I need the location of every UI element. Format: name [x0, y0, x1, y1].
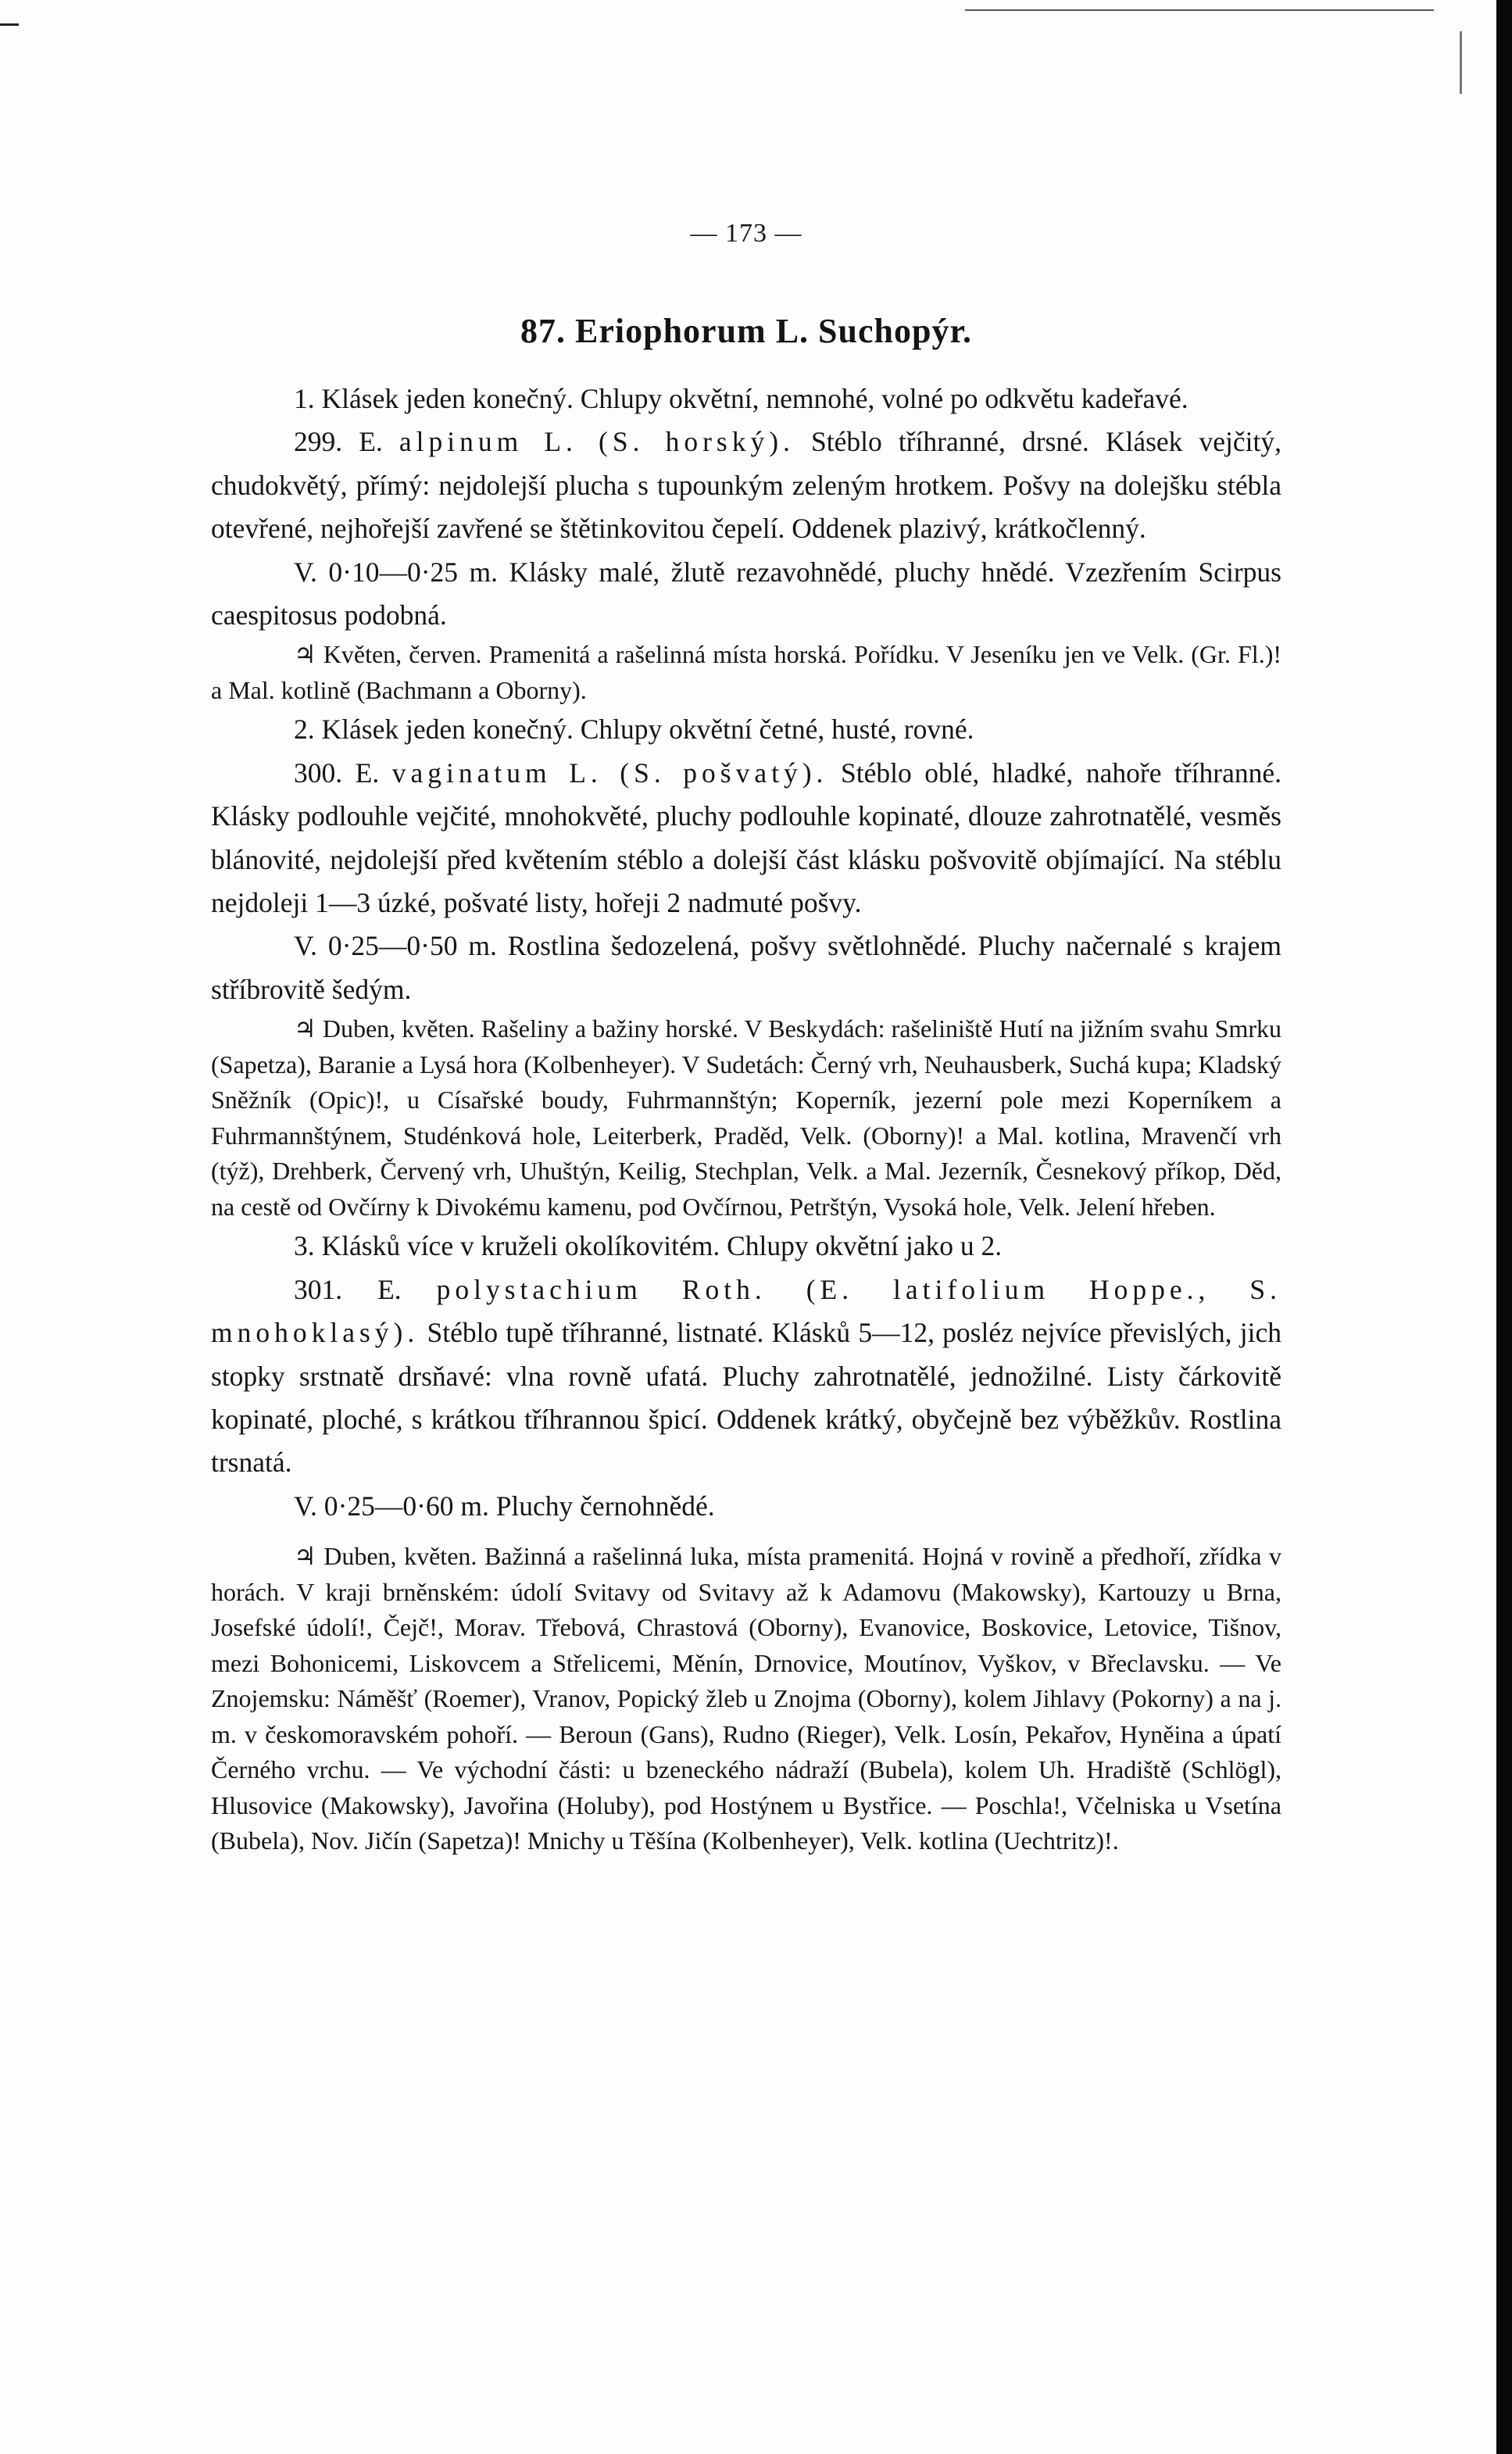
description-300: V. 0·25—0·50 m. Rostlina šedozelená, pošvy světlohnědé. Pluchy načernalé s krajem stříbrovitě šedým. — [211, 930, 1281, 1005]
page-number: — 173 — — [690, 219, 802, 248]
key-line-1: 1. Klásek jeden konečný. Chlupy okvětní, nemnohé, volné po odkvětu kadeřavé. — [294, 383, 1189, 414]
species-300: 300. E. vaginatum L. (S. pošvatý). Stéblo oblé, hladké, nahoře tříhranné. Klásky podlouhle vejčité, mnohokvěté, pluchy podlouhle kopinaté, dlouze zahrotnatělé, vesměs blánovité, nejdolejší před květením stéblo a dolejší část klásku pošvovitě objímající. Na stéblu nejdoleji 1—3 úzké, pošvaté listy, hořeji 2 nadmuté pošvy. — [211, 757, 1282, 919]
species-299: 299. E. alpinum L. (S. horský). Stéblo tříhranné, drsné. Klásek vejčitý, chudokvětý, přímý: nejdolejší plucha s tupounkým zeleným hrotkem. Pošvy na dolejšku stébla otevřené, nejhořejší zavřené se štětinkovitou čepelí. Oddenek plazivý, krátkočlenný. — [211, 426, 1281, 545]
description-299: V. 0·10—0·25 m. Klásky malé, žlutě rezavohnědé, pluchy hnědé. Vzezřením Scirpus caespitosus podobná. — [211, 556, 1281, 631]
key-line-2: 2. Klásek jeden konečný. Chlupy okvětní četné, husté, rovné. — [294, 714, 974, 746]
page-content — [211, 219, 1281, 1859]
key-line-3: 3. Klásků více v kruželi okolíkovitém. Chlupy okvětní jako u 2. — [294, 1230, 1003, 1262]
distribution-300: ♃ Duben, květen. Rašeliny a bažiny horské. V Beskydách: rašeliniště Hutí na jižním svahu Smrku (Sapetza), Baranie a Lysá hora (Kolbenheyer). V Sudetách: Černý vrh, Neuhausberk, Suchá kupa; Kladský Sněžník (Opic)!, u Císařské boudy, Fuhrmannštýn; Koperník, jezerní pole mezi Koperníkem a Fuhrmannštýnem, Studénková hole, Leiterberk, Praděd, Velk. (Oborny)! a Mal. kotlina, Mravenčí vrh (týž), Drehberk, Červený vrh, Uhuštýn, Keilig, Stechplan, Velk. a Mal. Jezerník, Česnekový příkop, Děd, na cestě od Ovčírny k Divokému kamenu, pod Ovčírnou, Petrštýn, Vysoká hole, Velk. Jelení hřeben. — [211, 1014, 1281, 1221]
description-301: V. 0·25—0·60 m. Pluchy černohnědé. — [294, 1490, 715, 1522]
scan-mark — [965, 9, 1434, 11]
species-301: 301. E. polystachium Roth. (E. latifolium Hoppe., S. mnohoklasý). Stéblo tupě tříhranné, listnaté. Klásků 5—12, posléz nejvíce převislých, jich stopky srstnatě drsňavé: vlna rovně ufatá. Pluchy zahrotnatělé, jednožilné. Listy čárkovitě kopinaté, ploché, s krátkou tříhrannou špicí. Oddenek krátký, obyčejně bez výběžkův. Rostlina trsnatá. — [211, 1273, 1281, 1479]
distribution-299: ♃ Květen, červen. Pramenitá a rašelinná místa horská. Pořídku. V Jeseníku jen ve Velk. (Gr. Fl.)! a Mal. kotlině (Bachmann a Oborny). — [211, 640, 1281, 704]
scan-mark — [1460, 31, 1462, 94]
genus-heading: 87. Eriophorum L. Suchopýr. — [520, 312, 972, 350]
scan-mark — [0, 23, 19, 26]
scan-edge — [1496, 0, 1512, 2454]
distribution-301: ♃ Duben, květen. Bažinná a rašelinná luka, místa pramenitá. Hojná v rovině a předhoří, zřídka v horách. V kraji brněnském: údolí Svitavy od Svitavy až k Adamovu (Makowsky), Kartouzy u Brna, Josefské údolí!, Čejč!, Morav. Třebová, Chrastová (Oborny), Evanovice, Boskovice, Letovice, Tišnov, mezi Bohonicemi, Liskovcem a Střelicemi, Měnín, Drnovice, Moutínov, Vyškov, v Břeclavsku. — Ve Znojemsku: Náměšť (Roemer), Vranov, Popický žleb u Znojma (Oborny), kolem Jihlavy (Pokorny) a na j. m. v českomoravském pohoří. — Beroun (Gans), Rudno (Rieger), Velk. Losín, Pekařov, Hyněina a úpatí Černého vrchu. — Ve východní části: u bzeneckého nádraží (Bubela), kolem Uh. Hradiště (Schlögl), Hlusovice (Makowsky), Javořina (Holuby), pod Hostýnem u Bystřice. — Poschla!, Včelniska u Vsetína (Bubela), Nov. Jičín (Sapetza)! Mnichy u Těšína (Kolbenheyer), Velk. kotlina (Uechtritz)!. — [211, 1542, 1281, 1855]
